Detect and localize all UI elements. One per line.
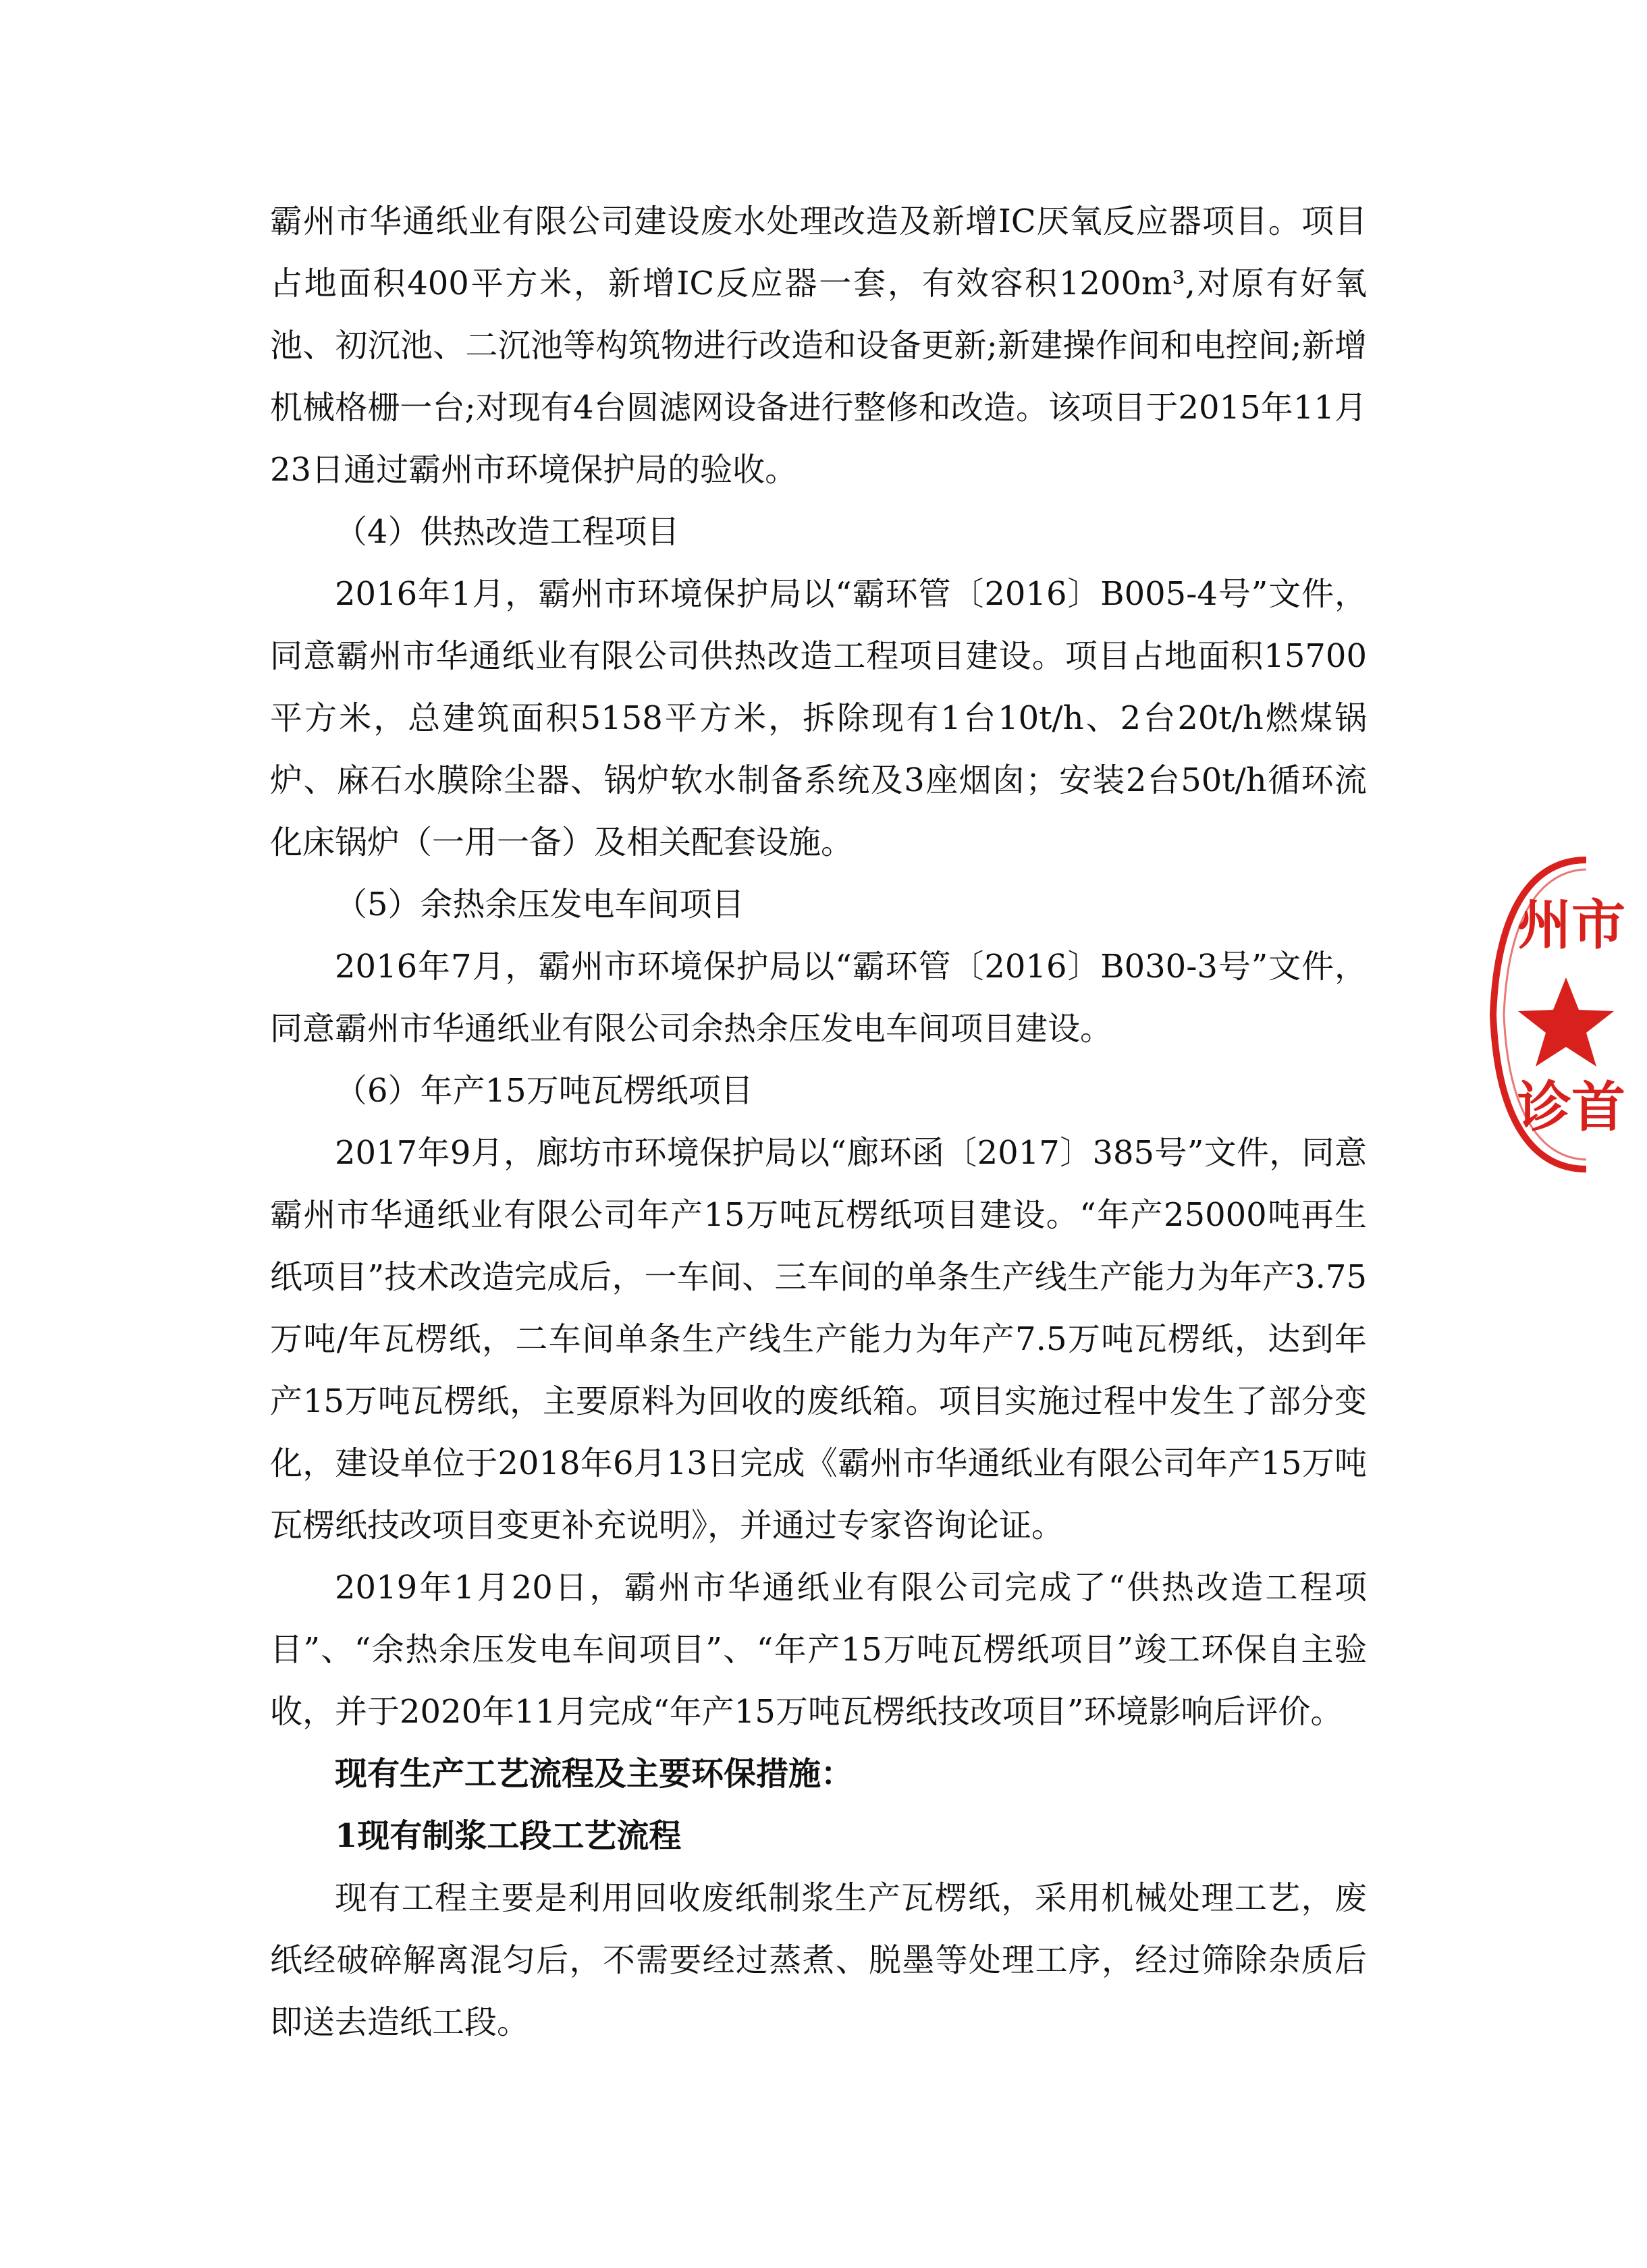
paragraph-wastewater-project: 霸州市华通纸业有限公司建设废水处理改造及新增IC厌氧反应器项目。项目占地面积400平方米，新增IC反应器一套，有效容积1200m³,对原有好氧池、初沉池、二沉池等构筑物进行改造和设备更新;新建操作间和电控间;新增机械格栅一台;对现有4台圆滤网设备进行整修和改造。该项目于2015年11月23日通过霸州市环境保护局的验收。	[270, 202, 1367, 489]
seal-star-icon	[1518, 977, 1614, 1066]
paragraph-corrugated-paper: 2017年9月，廊坊市环境保护局以“廊环函〔2017〕385号”文件，同意霸州市华通纸业有限公司年产15万吨瓦楞纸项目建设。“年产25000吨再生纸项目”技术改造完成后，一车间、三车间的单条生产线生产能力为年产3.75万吨/年瓦楞纸，二车间单条生产线生产能力为年产7.5万吨瓦楞纸，达到年产15万吨瓦楞纸，主要原料为回收的废纸箱。项目实施过程中发生了部分变化，建设单位于2018年6月13日完成《霸州市华通纸业有限公司年产15万吨瓦楞纸技改项目变更补充说明》，并通过专家咨询论证。	[270, 1134, 1367, 1544]
seal-text-top: 州市	[1517, 893, 1625, 956]
heading-heating-renovation: （4）供热改造工程项目	[335, 513, 680, 551]
heading-corrugated-paper: （6）年产15万吨瓦楞纸项目	[335, 1072, 753, 1110]
official-seal-stamp	[1485, 856, 1647, 1173]
paragraph-waste-heat-power: 2016年7月，霸州市环境保护局以“霸环管〔2016〕B030-3号”文件，同意霸州市华通纸业有限公司余热余压发电车间项目建设。	[270, 948, 1367, 1048]
heading-pulping-process: 1现有制浆工段工艺流程	[335, 1817, 682, 1855]
paragraph-pulping-process: 现有工程主要是利用回收废纸制浆生产瓦楞纸，采用机械处理工艺，废纸经破碎解离混匀后，不需要经过蒸煮、脱墨等处理工序，经过筛除杂质后即送去造纸工段。	[270, 1879, 1367, 2041]
seal-text-bottom: 诊首	[1517, 1075, 1625, 1139]
paragraph-heating-renovation: 2016年1月，霸州市环境保护局以“霸环管〔2016〕B005-4号”文件，同意霸州市华通纸业有限公司供热改造工程项目建设。项目占地面积15700平方米，总建筑面积5158平方米，拆除现有1台10t/h、2台20t/h燃煤锅炉、麻石水膜除尘器、锅炉软水制备系统及3座烟囱；安装2台50t/h循环流化床锅炉（一用一备）及相关配套设施。	[270, 575, 1367, 861]
heading-waste-heat-power: （5）余热余压发电车间项目	[335, 886, 745, 923]
heading-process-and-measures: 现有生产工艺流程及主要环保措施：	[335, 1755, 854, 1793]
paragraph-acceptance: 2019年1月20日，霸州市华通纸业有限公司完成了“供热改造工程项目”、“余热余压发电车间项目”、“年产15万吨瓦楞纸项目”竣工环保自主验收，并于2020年11月完成“年产15万吨瓦楞纸技改项目”环境影响后评价。	[270, 1569, 1367, 1731]
document-body	[270, 190, 1367, 2053]
